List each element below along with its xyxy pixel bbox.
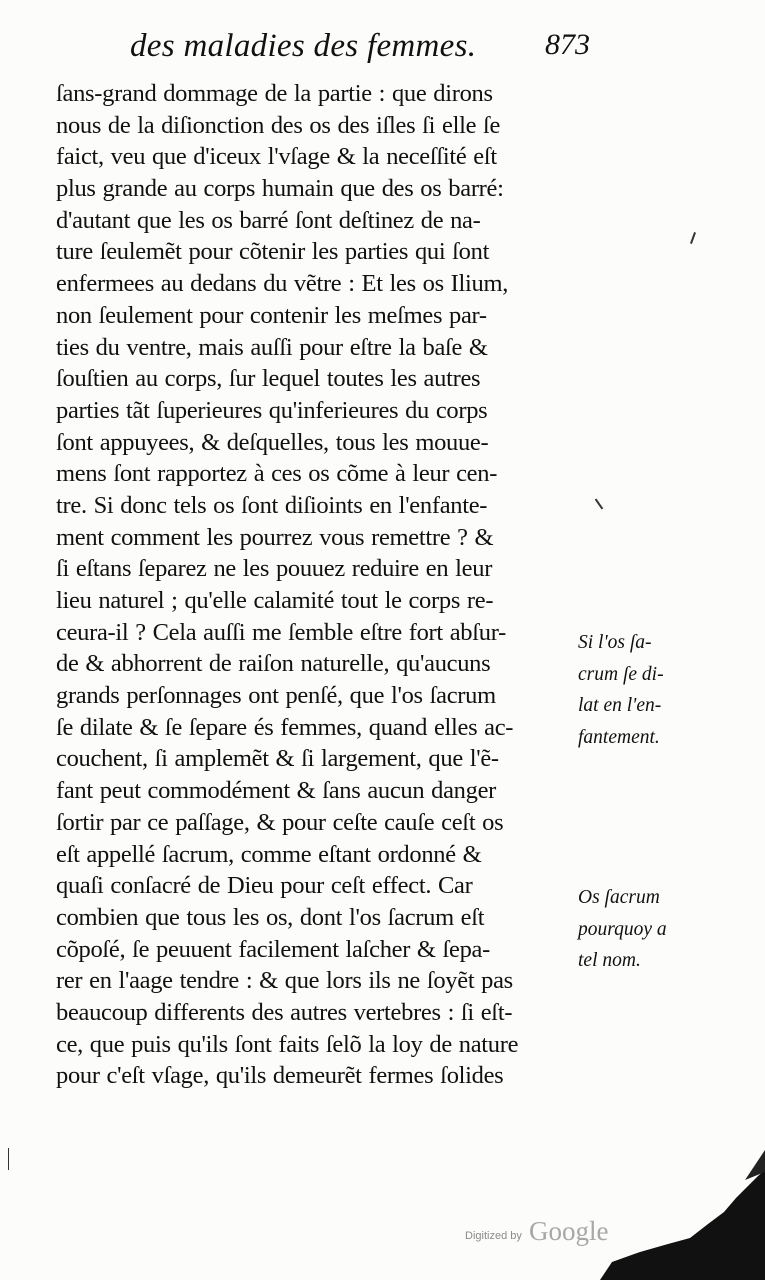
text-line: cõpoſé, ſe peuuent facilement laſcher & ſepa- xyxy=(56,935,490,963)
text-line: mens ſont rapportez à ces os cõme à leur cen- xyxy=(56,460,498,488)
margin-note-line: crum ſe di- xyxy=(578,663,664,685)
text-line: d'autant que les os barré ſont deſtinez de na- xyxy=(56,206,481,234)
margin-note-line: pourquoy a xyxy=(578,918,667,940)
text-line: quaſi conſacré de Dieu pour ceſt effect. Car xyxy=(56,872,473,900)
watermark-caption: Digitized by xyxy=(465,1230,522,1242)
text-line: ceura-il ? Cela auſſi me ſemble eſtre fort abſur- xyxy=(56,618,506,646)
text-line: parties tãt ſuperieures qu'inferieures du corps xyxy=(56,396,488,424)
text-line: eſt appellé ſacrum, comme eſtant ordonné & xyxy=(56,840,482,868)
text-line: ſouſtien au corps, ſur lequel toutes les autres xyxy=(56,365,481,393)
text-line: ſortir par ce paſſage, & pour ceſte cauſe ceſt os xyxy=(56,808,504,836)
text-line: enfermees au dedans du vẽtre : Et les os Ilium, xyxy=(56,270,509,298)
text-line: ſi eſtans ſeparez ne les pouuez reduire en leur xyxy=(56,555,493,583)
text-line: ture ſeulemẽt pour cõtenir les parties qui ſont xyxy=(56,238,490,266)
text-line: grands perſonnages ont penſé, que l'os ſacrum xyxy=(56,682,496,710)
text-line: non ſeulement pour contenir les meſmes par- xyxy=(56,301,487,329)
margin-note-line: Os ſacrum xyxy=(578,887,660,908)
text-line: ſe dilate & ſe ſepare és femmes, quand elles ac- xyxy=(56,713,514,741)
text-line: pour c'eſt vſage, qu'ils demeurẽt fermes ſolides xyxy=(56,1062,504,1090)
margin-note-line: lat en l'en- xyxy=(578,695,662,716)
text-line: plus grande au corps humain que des os barré: xyxy=(56,175,504,203)
text-line: ment comment les pourrez vous remettre ? & xyxy=(56,523,494,551)
text-line: ties du ventre, mais auſſi pour eſtre la baſe & xyxy=(56,333,488,361)
margin-note-line: tel nom. xyxy=(578,950,641,971)
text-line: combien que tous les os, dont l'os ſacrum eſt xyxy=(56,903,485,931)
text-line: ſans-grand dommage de la partie : que dirons xyxy=(56,80,493,107)
margin-note-line: Si l'os ſa- xyxy=(578,632,652,653)
text-line: fant peut commodément & ſans aucun danger xyxy=(56,777,497,805)
text-line: faict, veu que d'iceux l'vſage & la neceſſité eſt xyxy=(56,143,497,171)
text-line: lieu naturel ; qu'elle calamité tout le corps re- xyxy=(56,587,494,614)
margin-note-line: fantement. xyxy=(578,726,660,748)
text-line: ſont appuyees, & deſquelles, tous les mouue- xyxy=(56,428,489,456)
text-line: nous de la diſionction des os des iſles ſi elle ſe xyxy=(56,111,501,139)
text-line: ce, que puis qu'ils ſont faits ſelõ la loy de nature xyxy=(56,1030,519,1058)
running-title: des maladies des femmes. xyxy=(130,28,477,64)
text-line: rer en l'aage tendre : & que lors ils ne ſoyẽt pas xyxy=(56,967,513,995)
text-line: couchent, ſi amplemẽt & ſi largement, que l'ẽ- xyxy=(56,745,499,773)
text-line: beaucoup differents des autres vertebres : ſi eſt- xyxy=(56,998,513,1026)
google-logo: Google xyxy=(529,1216,609,1246)
page-number: 873 xyxy=(545,28,590,61)
text-line: tre. Si donc tels os ſont diſioints en l'enfante- xyxy=(56,491,488,519)
text-line: de & abhorrent de raiſon naturelle, qu'aucuns xyxy=(56,650,491,678)
